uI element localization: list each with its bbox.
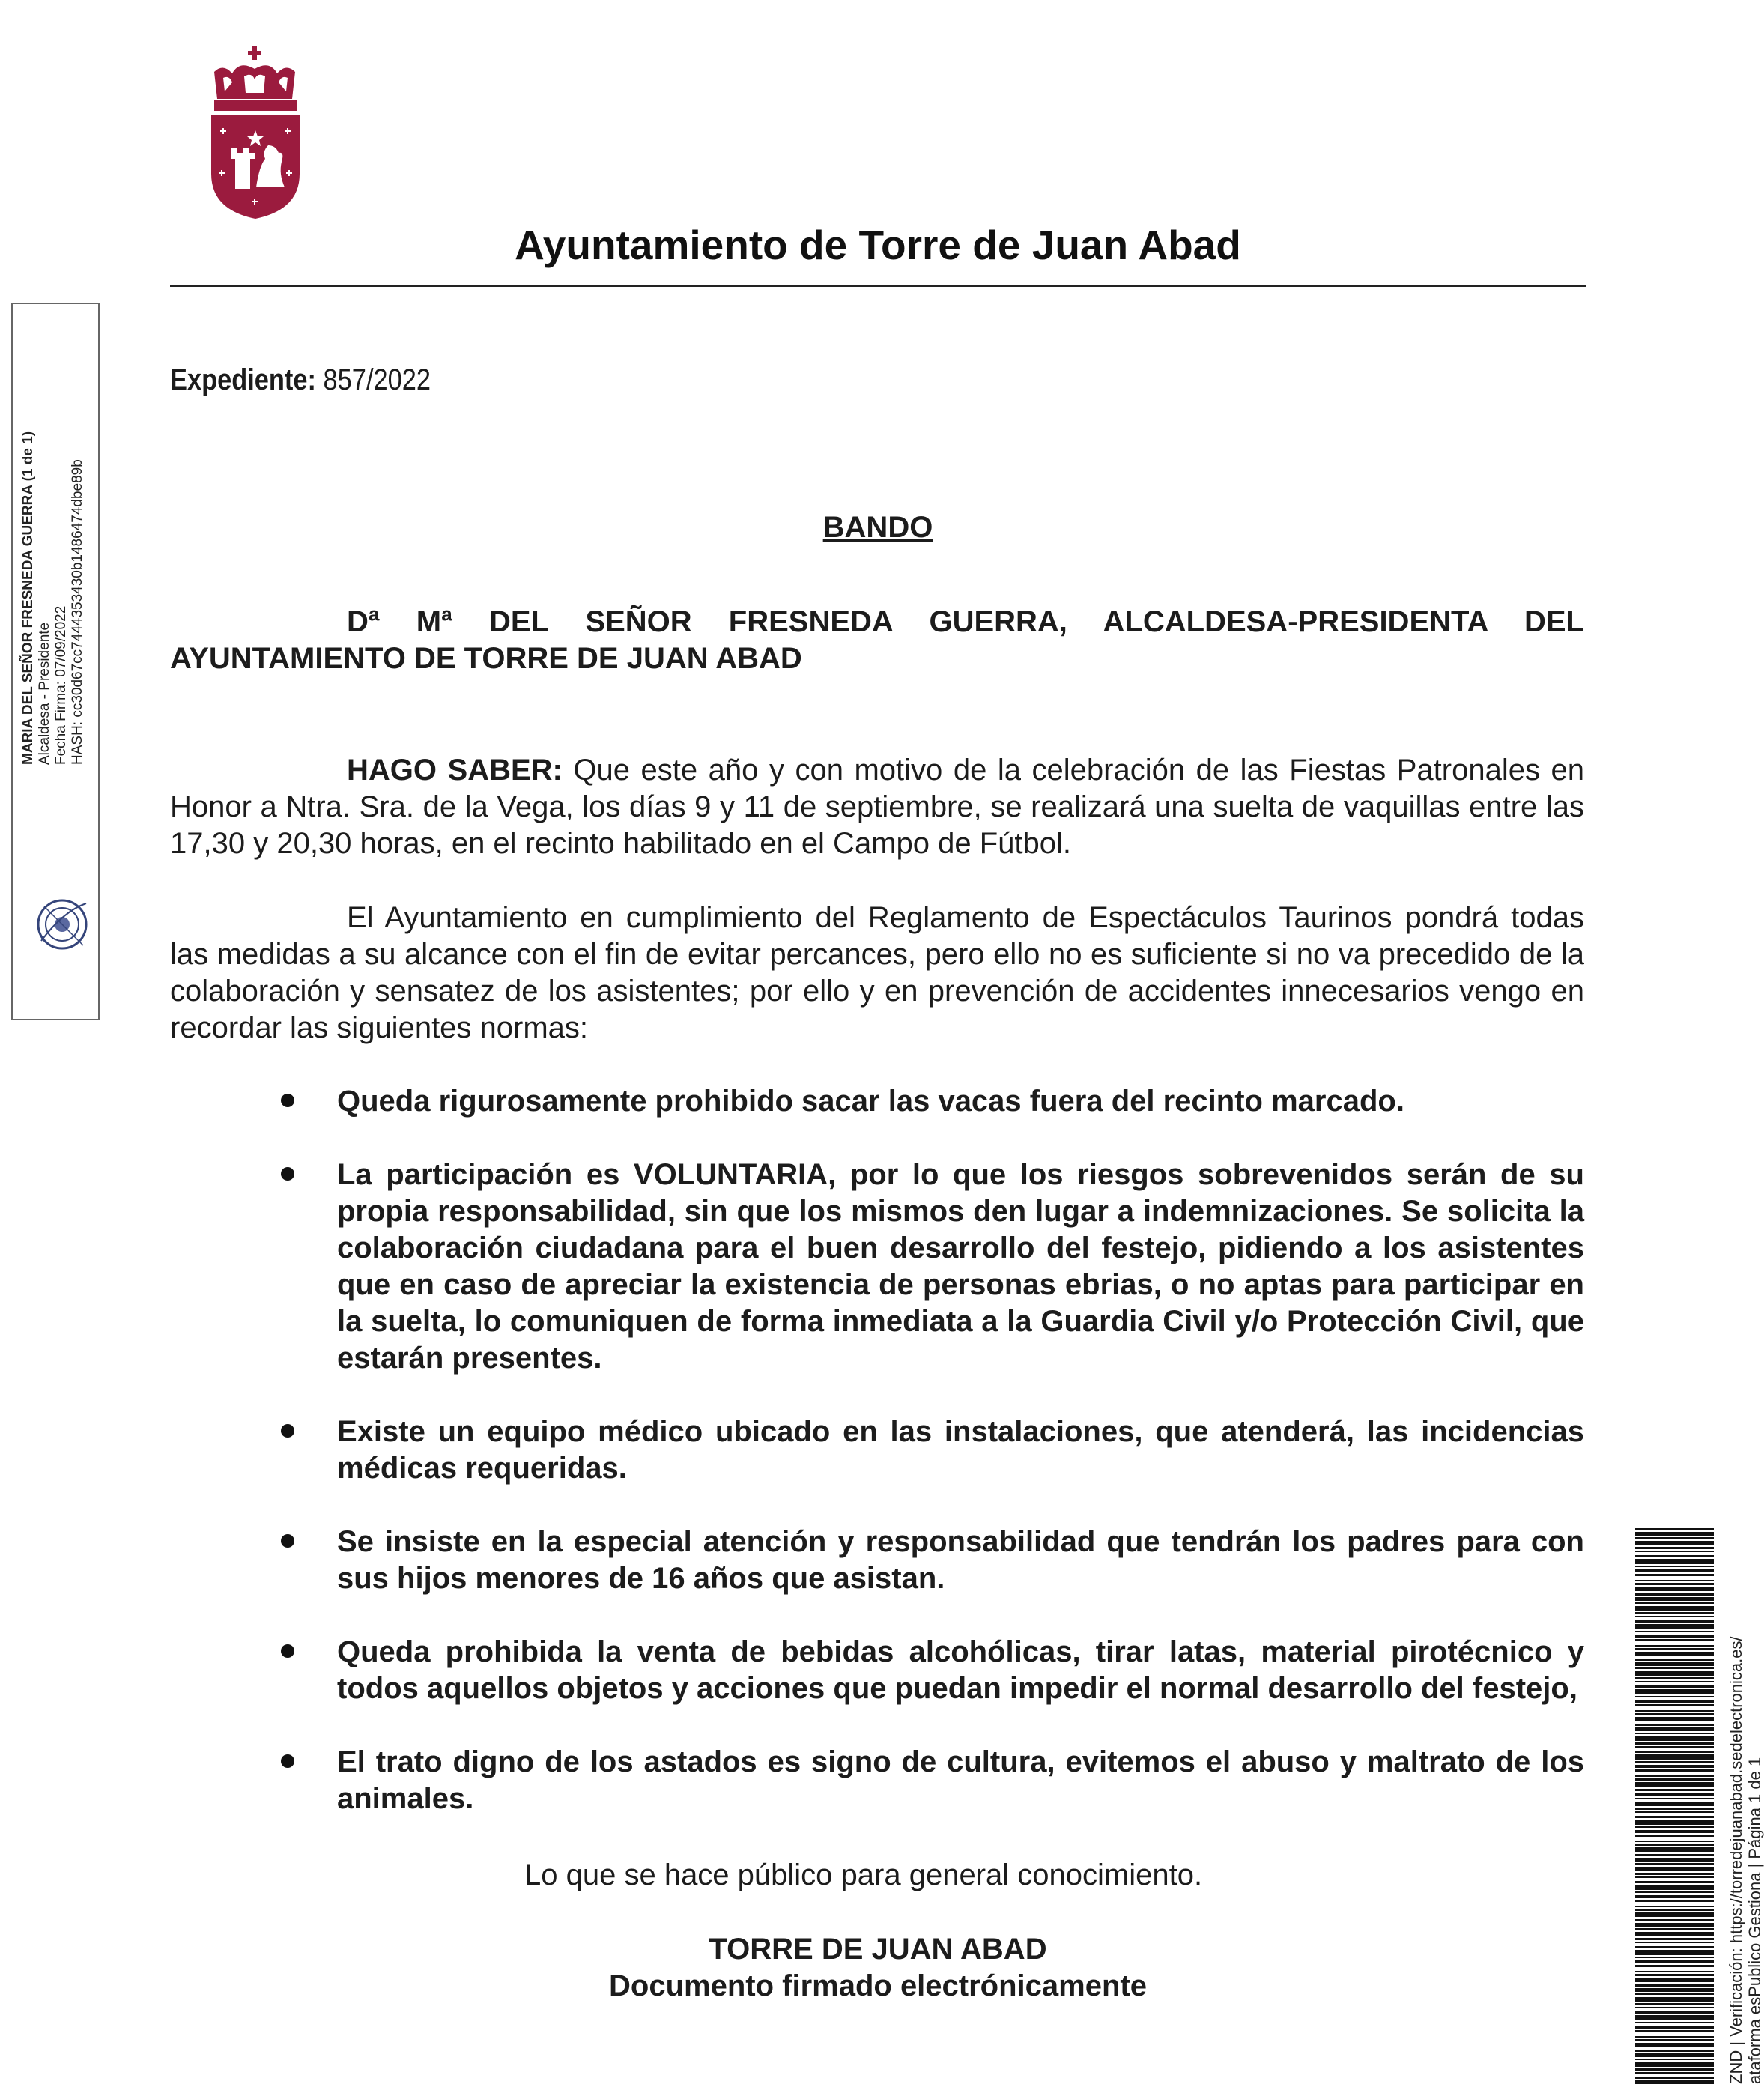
- signature-box: [11, 303, 100, 1020]
- measures-paragraph: El Ayuntamiento en cumplimiento del Reglamento de Espectáculos Taurinos pondrá todas las medidas a su alcance con el fin de evitar percances, pero ello no es suficiente si no va precedido de la colaboración y sensatez de los asistentes; por ello y en prevención de accidentes innecesarios vengo en recordar las siguientes normas:: [170, 901, 1584, 1044]
- rule-text: Queda rigurosamente prohibido sacar las vacas fuera del recinto marcado.: [337, 1085, 1404, 1118]
- verification-text: [1727, 1575, 1764, 2084]
- verification-url: ZND | Verificación: https://torredejuanabad.sedelectronica.es/: [1727, 1636, 1745, 2084]
- case-number-label: Expediente:: [170, 363, 316, 396]
- bando-heading: Dª Mª DEL SEÑOR FRESNEDA GUERRA, ALCALDESA-PRESIDENTA DEL AYUNTAMIENTO DE TORRE DE JUAN ABAD: [170, 605, 1584, 675]
- signer-role: Alcaldesa - Presidente: [37, 622, 52, 765]
- bullet-icon: [281, 1424, 294, 1438]
- signature-city: TORRE DE JUAN ABAD: [709, 1933, 1047, 1966]
- rule-text: El trato digno de los astados es signo de cultura, evitemos el abuso y maltrato de los animales.: [337, 1745, 1584, 1815]
- list-item: [170, 1634, 1584, 1707]
- case-number-value: 857/2022: [323, 363, 431, 396]
- announcement-lead: HAGO SABER:: [347, 754, 563, 787]
- signature-hash: HASH: cc30d67cc7444353430b1486474dbe89b: [70, 459, 85, 765]
- bando-title: BANDO: [822, 511, 933, 544]
- municipal-coat-of-arms: [207, 46, 304, 220]
- page-title: Ayuntamiento de Torre de Juan Abad: [515, 222, 1241, 268]
- list-item: [170, 1744, 1584, 1817]
- bullet-icon: [281, 1754, 294, 1768]
- list-item: [170, 1157, 1584, 1377]
- bullet-icon: [281, 1534, 294, 1548]
- list-item: [170, 1414, 1584, 1487]
- rule-text: Existe un equipo médico ubicado en las instalaciones, que atenderá, las incidencias médicas requeridas.: [337, 1415, 1584, 1485]
- rule-text: Se insiste en la especial atención y responsabilidad que tendrán los padres para con sus hijos menores de 16 años que asistan.: [337, 1525, 1584, 1595]
- signature-date: Fecha Firma: 07/09/2022: [53, 605, 69, 765]
- verification-platform: ataforma esPublico Gestiona | Página 1 de 1: [1745, 1757, 1764, 2084]
- announcement-paragraph: [170, 752, 1584, 862]
- list-item: [170, 1524, 1584, 1597]
- list-item: [170, 1083, 1584, 1120]
- header-divider: [170, 285, 1586, 287]
- bullet-icon: [281, 1094, 294, 1107]
- announcement-text: Que este año y con motivo de la celebración de las Fiestas Patronales en Honor a Ntra. Sra. de la Vega, los días 9 y 11 de septiembre, se realizará una suelta de vaquillas entre las 17,30 y 20,30 horas, en el recinto habilitado en el Campo de Fútbol.: [170, 754, 1585, 860]
- seal-icon: [34, 896, 91, 953]
- case-number: [170, 362, 431, 399]
- signature-note: Documento firmado electrónicamente: [609, 1969, 1147, 2002]
- rules-list: [170, 1083, 1584, 1854]
- signature-details: [20, 345, 86, 765]
- bullet-icon: [281, 1167, 294, 1181]
- rule-text: Queda prohibida la venta de bebidas alcohólicas, tirar latas, material pirotécnico y todos aquellos objetos y acciones que puedan impedir el normal desarrollo del festejo,: [337, 1635, 1584, 1705]
- bullet-icon: [281, 1644, 294, 1658]
- rule-text: La participación es VOLUNTARIA, por lo que los riesgos sobrevenidos serán de su propia responsabilidad, sin que los mismos den lugar a indemnizaciones. Se solicita la colaboración ciudadana para el buen desarrollo del festejo, pidiendo a los asistentes que en caso de apreciar la existencia de personas ebrias, o no aptas para participar en la suelta, lo comuniquen de forma inmediata a la Guardia Civil y/o Protección Civil, que estarán presentes.: [337, 1158, 1584, 1375]
- barcode: [1635, 1528, 1714, 2084]
- closing-line: Lo que se hace público para general conocimiento.: [524, 1859, 1203, 1891]
- signer-name: MARIA DEL SEÑOR FRESNEDA GUERRA (1 de 1): [20, 431, 36, 765]
